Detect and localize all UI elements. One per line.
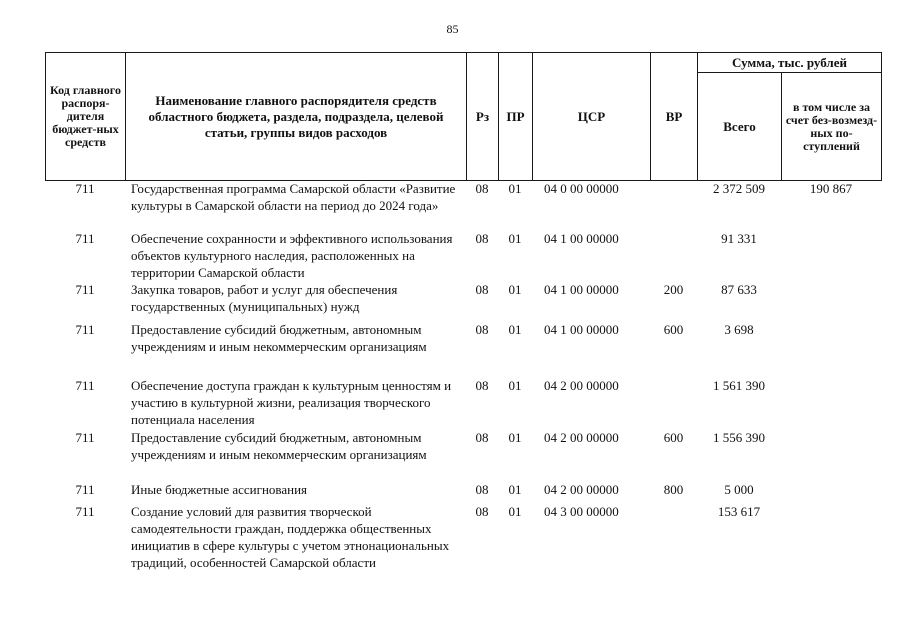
cell-vr [650,377,697,429]
cell-total: 2 372 509 [713,181,765,196]
cell-code: 711 [75,322,95,337]
cell-name: Обеспечение доступа граждан к культурным ценностям и участию в культурной жизни, реализация творческого потенциала населения [131,378,452,427]
cell-free: 190 867 [809,181,853,196]
cell-vr: 200 [663,282,684,297]
cell-csr: 04 2 00 00000 [544,482,619,497]
cell-rz: 08 [475,482,489,497]
cell-free [781,481,881,503]
cell-code: 711 [75,482,95,497]
table-row [45,481,881,503]
cell-vr: 800 [663,482,684,497]
cell-name: Обеспечение сохранности и эффективного использования объектов культурного наследия, расположенных на территории Самарской области [131,231,453,280]
cell-total: 153 617 [717,504,761,519]
cell-csr: 04 2 00 00000 [544,378,619,393]
cell-total: 1 556 390 [713,430,765,445]
cell-pr: 01 [508,322,522,337]
cell-name: Создание условий для развития творческой самодеятельности граждан, поддержка общественных инициатив в сфере культуры с учетом этнонациональных традиций, особенностей Самарской области [131,504,450,570]
cell-csr: 04 0 00 00000 [544,181,619,196]
header-rz: Рз [467,53,499,181]
cell-rz: 08 [475,504,489,519]
cell-pr: 01 [508,231,522,246]
cell-pr: 01 [508,504,522,519]
header-csr: ЦСР [533,53,651,181]
cell-name: Иные бюджетные ассигнования [131,482,308,497]
cell-vr [650,180,697,230]
table-row [45,281,881,321]
table-row [45,321,881,377]
budget-table [45,180,881,593]
cell-total: 5 000 [724,482,754,497]
header-vr: ВР [651,53,698,181]
header-code: Код главного распоря-дителя бюджет-ных средств [46,53,126,181]
cell-total: 3 698 [724,322,754,337]
cell-name: Государственная программа Самарской области «Развитие культуры в Самарской области на период до 2024 года» [131,181,456,213]
cell-total: 1 561 390 [713,378,765,393]
cell-pr: 01 [508,282,522,297]
table-row [45,503,881,593]
cell-pr: 01 [508,378,522,393]
table-header [45,52,882,181]
table-row [45,180,881,230]
header-free: в том числе за счет без-возмезд-ных по-ступлений [782,73,882,181]
cell-free [781,377,881,429]
table-row [45,429,881,481]
table-row [45,377,881,429]
cell-vr [650,503,697,593]
cell-csr: 04 1 00 00000 [544,231,619,246]
cell-total: 87 633 [721,282,757,297]
cell-code: 711 [75,378,95,393]
cell-csr: 04 1 00 00000 [544,282,619,297]
cell-name: Закупка товаров, работ и услуг для обеспечения государственных (муниципальных) нужд [131,282,398,314]
cell-rz: 08 [475,231,489,246]
cell-free [781,429,881,481]
table-row [45,230,881,281]
cell-vr: 600 [663,430,684,445]
header-total: Всего [698,73,782,181]
cell-csr: 04 2 00 00000 [544,430,619,445]
cell-rz: 08 [475,430,489,445]
cell-free [781,321,881,377]
cell-csr: 04 3 00 00000 [544,504,619,519]
cell-name: Предоставление субсидий бюджетным, автономным учреждениям и иным некоммерческим организациям [131,430,427,462]
cell-pr: 01 [508,482,522,497]
cell-vr: 600 [663,322,684,337]
cell-code: 711 [75,282,95,297]
cell-code: 711 [75,430,95,445]
cell-free [781,230,881,281]
cell-code: 711 [75,504,95,519]
header-pr: ПР [499,53,533,181]
cell-rz: 08 [475,378,489,393]
cell-code: 711 [75,181,95,196]
cell-rz: 08 [475,181,489,196]
cell-free [781,503,881,593]
cell-free [781,281,881,321]
cell-pr: 01 [508,181,522,196]
cell-rz: 08 [475,322,489,337]
header-sum: Сумма, тыс. рублей [698,53,882,73]
header-name: Наименование главного распорядителя средств областного бюджета, раздела, подраздела, целевой статьи, группы видов расходов [126,53,467,181]
cell-total: 91 331 [721,231,757,246]
cell-vr [650,230,697,281]
cell-rz: 08 [475,282,489,297]
cell-code: 711 [75,231,95,246]
cell-pr: 01 [508,430,522,445]
cell-name: Предоставление субсидий бюджетным, автономным учреждениям и иным некоммерческим организациям [131,322,427,354]
cell-csr: 04 1 00 00000 [544,322,619,337]
page-number: 85 [446,22,459,36]
